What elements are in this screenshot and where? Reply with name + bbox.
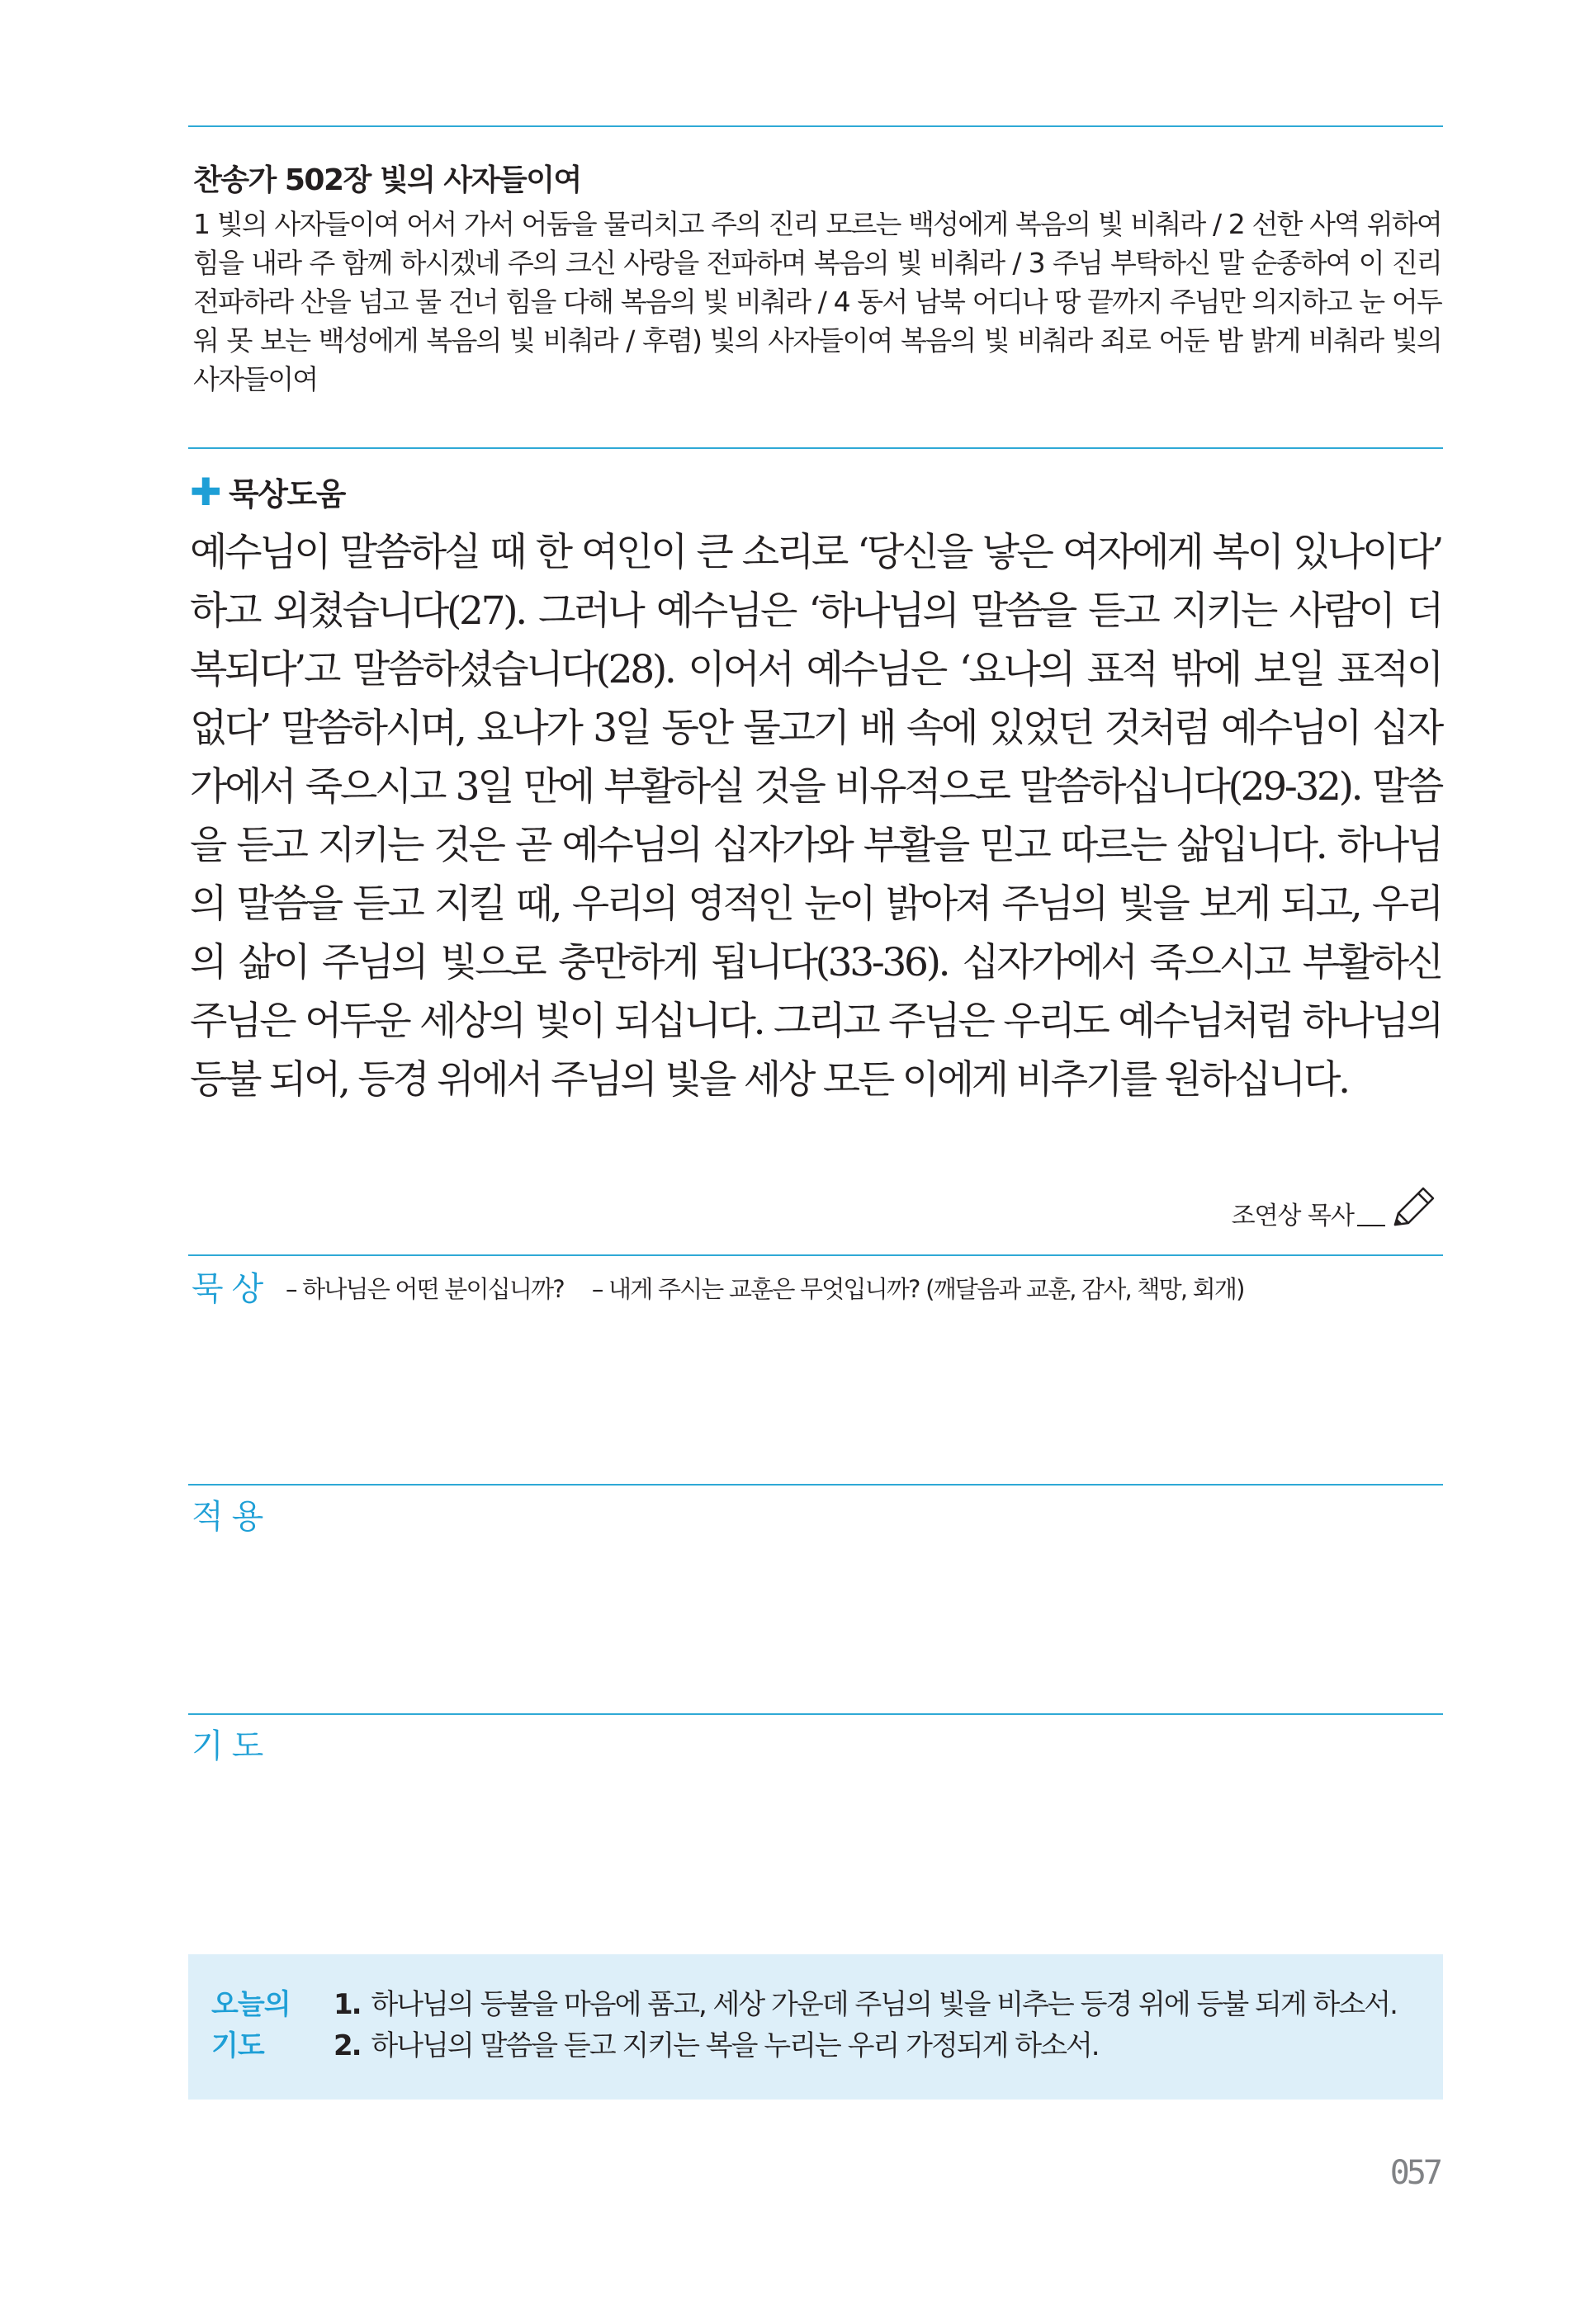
meditation-questions	[286, 1271, 1244, 1305]
application-rule	[188, 1484, 1443, 1486]
todays-prayer-label-line1: 오늘의	[211, 1988, 291, 2021]
hymn-lyrics: 1 빛의 사자들이여 어서 가서 어둠을 물리치고 주의 진리 모르는 백성에게 복음의 빛 비춰라 / 2 선한 사역 위하여 힘을 내라 주 함께 하시겠네 주의 크신 사랑을 전파하며 복음의 빛 비춰라 / 3 주님 부탁하신 말 순종하여 이 진리 전파하라 산을 넘고 물 건너 힘을 다해 복음의 빛 비춰라 / 4 동서 남북 어디나 땅 끝까지 주님만 의지하고 눈 어두워 못 보는 백성에게 복음의 빛 비춰라 / 후렴) 빛의 사자들이여 복음의 빛 비춰라 죄로 어둔 밤 밝게 비춰라 빛의 사자들이여	[193, 208, 1441, 395]
meditation-help-heading	[190, 469, 345, 514]
prayer-item	[334, 1984, 1397, 2025]
meditation-label: 묵상	[192, 1270, 272, 1308]
prayer-label: 기도	[192, 1727, 272, 1765]
plus-icon: ✚	[190, 469, 221, 514]
hymn-bottom-rule	[188, 447, 1443, 449]
meditation-help-title: 묵상도움	[229, 476, 345, 513]
meditation-question-1: – 하나님은 어떤 분이십니까?	[286, 1275, 564, 1303]
hymn-title: 찬송가 502장 빛의 사자들이여	[193, 163, 581, 197]
prayer-item-text: 하나님의 말씀을 듣고 지키는 복을 누리는 우리 가정되게 하소서.	[371, 2029, 1099, 2062]
prayer-item-number: 1.	[334, 1988, 361, 2021]
prayer-rule	[188, 1713, 1443, 1715]
meditation-rule	[188, 1254, 1443, 1256]
page-number: 057	[1389, 2154, 1440, 2192]
meditation-question-2: – 내게 주시는 교훈은 무엇입니까? (깨달음과 교훈, 감사, 책망, 회개)	[591, 1275, 1244, 1303]
todays-prayer-box	[188, 1954, 1443, 2100]
top-rule	[188, 125, 1443, 127]
prayer-item-number: 2.	[334, 2029, 361, 2062]
prayer-item-text: 하나님의 등불을 마음에 품고, 세상 가운데 주님의 빛을 비추는 등경 위에 등불 되게 하소서.	[371, 1988, 1397, 2021]
todays-prayer-list	[334, 1984, 1397, 2067]
todays-prayer-label-line2: 기도	[211, 2029, 264, 2062]
meditation-help-body: 예수님이 말씀하실 때 한 여인이 큰 소리로 ‘당신을 낳은 여자에게 복이 있나이다’ 하고 외쳤습니다(27). 그러나 예수님은 ‘하나님의 말씀을 듣고 지키는 사람이 더 복되다’고 말씀하셨습니다(28). 이어서 예수님은 ‘요나의 표적 밖에 보일 표적이 없다’ 말씀하시며, 요나가 3일 동안 물고기 배 속에 있었던 것처럼 예수님이 십자가에서 죽으시고 3일 만에 부활하실 것을 비유적으로 말씀하십니다(29-32). 말씀을 듣고 지키는 것은 곧 예수님의 십자가와 부활을 믿고 따르는 삶입니다. 하나님의 말씀을 듣고 지킬 때, 우리의 영적인 눈이 밝아져 주님의 빛을 보게 되고, 우리의 삶이 주님의 빛으로 충만하게 됩니다(33-36). 십자가에서 죽으시고 부활하신 주님은 어두운 세상의 빛이 되십니다. 그리고 주님은 우리도 예수님처럼 하나님의 등불 되어, 등경 위에서 주님의 빛을 세상 모든 이에게 비추기를 원하십니다.	[190, 530, 1441, 1103]
author-underline	[1357, 1225, 1385, 1226]
todays-prayer-label	[211, 1984, 291, 2067]
prayer-item	[334, 2025, 1397, 2067]
pencil-icon	[1389, 1182, 1438, 1231]
author-name: 조연상 목사	[1231, 1202, 1354, 1230]
application-label: 적용	[192, 1498, 272, 1536]
author-signature	[1232, 1182, 1438, 1231]
